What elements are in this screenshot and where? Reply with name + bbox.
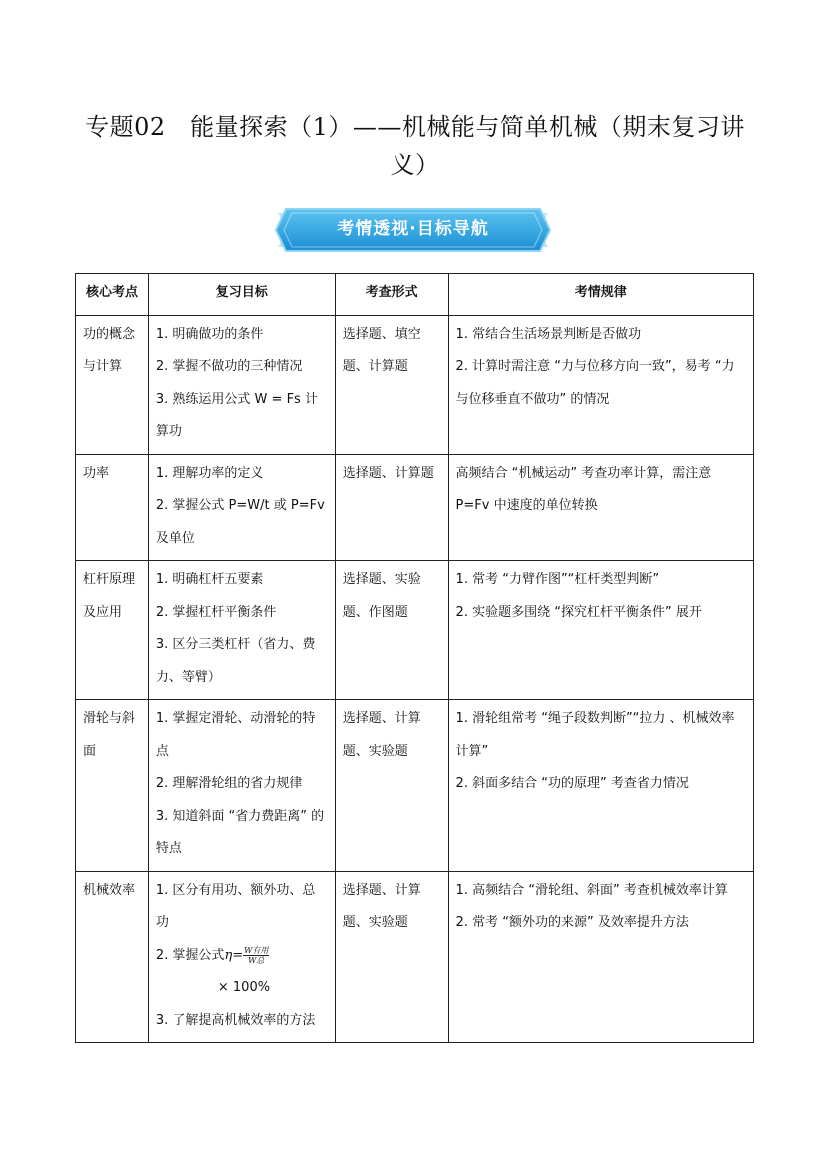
goal-item: 1. 明确杠杆五要素 — [155, 572, 264, 587]
table-header-row — [76, 274, 754, 316]
cell-core-point: 机械效率 — [76, 871, 149, 1043]
pattern-item: 1. 滑轮组常考 “绳子段数判断”“拉力 、机械效率计算” — [455, 711, 735, 759]
cell-exam-pattern — [448, 871, 753, 1043]
cell-core-point: 杠杆原理及应用 — [76, 561, 149, 700]
goal-item: 3. 知道斜面 “省力费距离” 的特点 — [155, 808, 325, 856]
exam-overview-table — [75, 273, 754, 1043]
cell-exam-form: 选择题、计算题 — [335, 454, 448, 561]
cell-exam-form: 选择题、计算题、实验题 — [335, 700, 448, 872]
goal-item: 2. 掌握杠杆平衡条件 — [155, 604, 277, 620]
goal-item: 3. 熟练运用公式 W = Fs 计算功 — [155, 391, 318, 439]
section-banner — [272, 205, 554, 255]
cell-review-goals — [148, 315, 335, 454]
cell-review-goals — [148, 700, 335, 872]
pattern-item: 2. 斜面多结合 “功的原理” 考查省力情况 — [455, 776, 689, 791]
header-exam-form: 考查形式 — [335, 274, 448, 316]
document-title: 专题02 能量探索（1）——机械能与简单机械（期末复习讲义） — [85, 113, 745, 179]
efficiency-fraction — [243, 946, 269, 965]
cell-exam-pattern — [448, 561, 753, 700]
cell-review-goals — [148, 871, 335, 1043]
cell-exam-form: 选择题、填空题、计算题 — [335, 315, 448, 454]
fraction-numerator: W有用 — [244, 945, 269, 955]
pattern-item: 1. 高频结合 “滑轮组、斜面” 考查机械效率计算 — [455, 882, 728, 898]
goal-item: 3. 了解提高机械效率的方法 — [155, 1012, 316, 1028]
goal-item: 1. 明确做功的条件 — [155, 326, 264, 342]
formula-prefix: 2. 掌握公式 — [155, 947, 225, 963]
goal-item: 1. 理解功率的定义 — [155, 465, 264, 481]
cell-review-goals — [148, 454, 335, 561]
pattern-item: 1. 常结合生活场景判断是否做功 — [455, 326, 642, 342]
goal-item: 2. 掌握公式 P=W/t 或 P=Fv 及单位 — [155, 498, 325, 546]
pattern-item: 2. 实验题多围绕 “探究杠杆平衡条件” 展开 — [455, 604, 702, 620]
cell-exam-pattern — [448, 315, 753, 454]
pattern-item: 2. 计算时需注意 “力与位移方向一致”，易考 “力与位移垂直不做功” 的情况 — [455, 359, 735, 407]
goal-item: 1. 区分有用功、额外功、总功 — [155, 882, 316, 930]
pattern-item: 2. 常考 “额外功的来源” 及效率提升方法 — [455, 915, 689, 930]
banner-label: 考情透视·目标导航 — [337, 219, 489, 239]
cell-core-point: 功率 — [76, 454, 149, 561]
goal-item: 2. 理解滑轮组的省力规律 — [155, 776, 303, 791]
formula-suffix: × 100% — [217, 980, 271, 995]
table-row — [76, 700, 754, 872]
table-row — [76, 561, 754, 700]
table-row — [76, 315, 754, 454]
goal-item: 1. 掌握定滑轮、动滑轮的特点 — [155, 711, 316, 759]
header-core-point: 核心考点 — [76, 274, 149, 316]
table-row — [76, 871, 754, 1043]
pattern-item: 高频结合 “机械运动” 考查功率计算，需注意 P=Fv 中速度的单位转换 — [455, 465, 712, 513]
cell-core-point: 滑轮与斜面 — [76, 700, 149, 872]
header-review-goal: 复习目标 — [148, 274, 335, 316]
cell-exam-pattern — [448, 454, 753, 561]
cell-exam-form: 选择题、实验题、作图题 — [335, 561, 448, 700]
goal-item: 2. 掌握不做功的三种情况 — [155, 359, 303, 374]
goal-item: 3. 区分三类杠杆（省力、费力、等臂） — [155, 637, 316, 685]
pattern-item: 1. 常考 “力臂作图”“杠杆类型判断” — [455, 572, 660, 587]
table-row — [76, 454, 754, 561]
cell-exam-pattern — [448, 700, 753, 872]
header-exam-pattern: 考情规律 — [448, 274, 753, 316]
cell-review-goals — [148, 561, 335, 700]
cell-exam-form: 选择题、计算题、实验题 — [335, 871, 448, 1043]
goal-item-formula — [156, 940, 328, 973]
fraction-denominator: W总 — [248, 955, 265, 965]
formula-eta: η= — [224, 947, 244, 963]
cell-core-point: 功的概念与计算 — [76, 315, 149, 454]
